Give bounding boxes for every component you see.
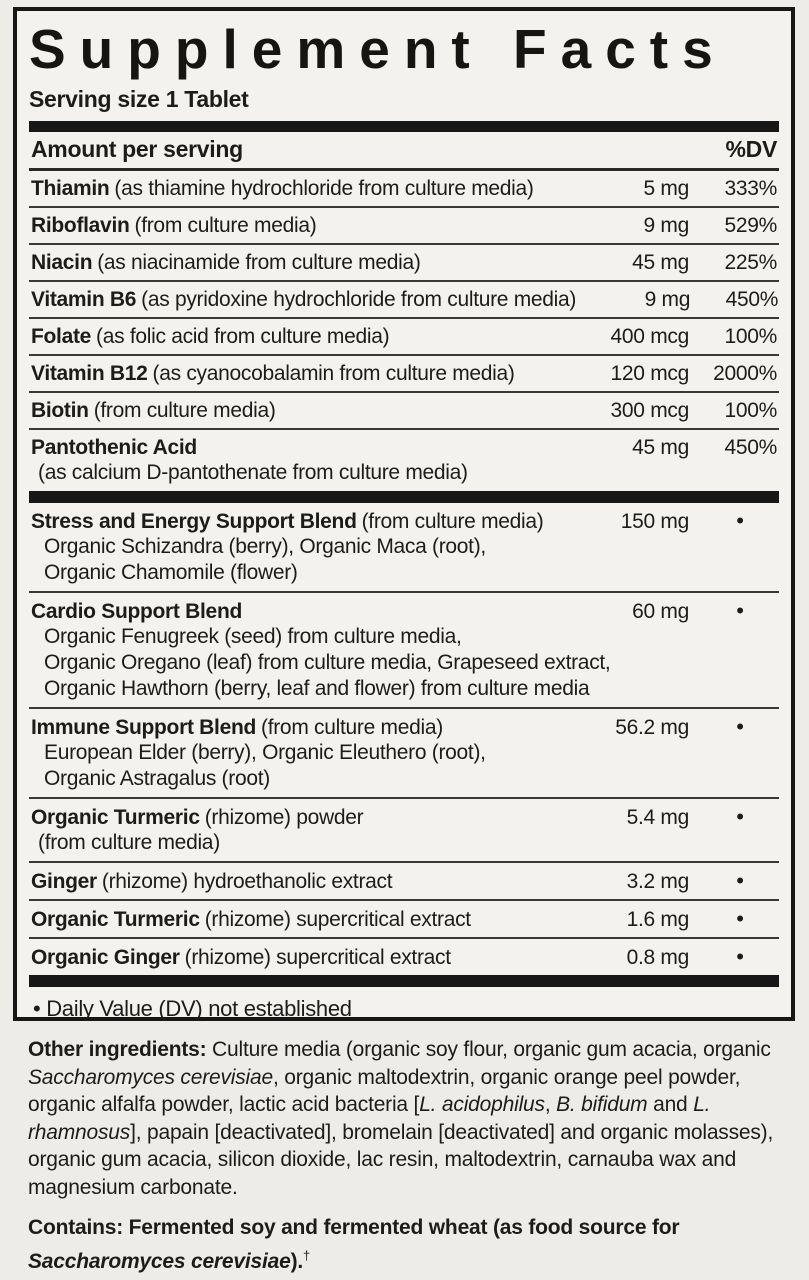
- blend-dv-bullet: •: [736, 713, 744, 739]
- nutrient-amount: 9 mg: [644, 287, 691, 311]
- blend-row-cardio: [29, 593, 779, 709]
- ingredient-detail: (rhizome) powder: [204, 805, 364, 829]
- nutrient-row-biotin: [29, 393, 779, 430]
- nutrient-dv: 333%: [724, 176, 777, 200]
- nutrient-amount: 5 mg: [643, 176, 689, 200]
- blend-row-ginger-hydroethanolic: [29, 863, 779, 901]
- blend-amount: 150 mg: [620, 509, 689, 533]
- amount-per-serving-header: Amount per serving: [31, 135, 243, 162]
- ingredient-name: Organic Turmeric: [31, 805, 200, 829]
- nutrient-name: Thiamin: [31, 176, 110, 200]
- blend-amount: 60 mg: [632, 599, 689, 623]
- nutrient-row-niacin: [29, 245, 779, 282]
- nutrient-row-folate: [29, 319, 779, 356]
- nutrient-dv: 450%: [725, 287, 779, 311]
- nutrient-amount: 400 mcg: [610, 324, 689, 348]
- thick-divider-middle: [29, 491, 779, 503]
- blend-name: Stress and Energy Support Blend: [31, 509, 357, 533]
- nutrient-amount: 45 mg: [632, 435, 689, 459]
- blend-detail: (from culture media): [361, 509, 544, 533]
- nutrient-dv: 100%: [724, 398, 777, 422]
- blend-row-ginger-supercritical: [29, 939, 779, 975]
- nutrient-detail: (as thiamine hydrochloride from culture media): [114, 176, 534, 200]
- blend-row-immune: [29, 709, 779, 799]
- serving-size: Serving size 1 Tablet: [29, 85, 249, 112]
- blend-components: Organic Oregano (leaf) from culture media, Grapeseed extract,: [44, 650, 611, 674]
- nutrient-name: Vitamin B12: [31, 361, 148, 385]
- ingredient-dv-bullet: •: [736, 867, 744, 893]
- percent-dv-header: %DV: [725, 135, 777, 162]
- blend-dv-bullet: •: [736, 597, 744, 623]
- nutrient-row-thiamin: [29, 171, 779, 208]
- nutrient-name: Riboflavin: [31, 213, 130, 237]
- blend-components: European Elder (berry), Organic Eleuthero (root),: [44, 740, 486, 764]
- blend-components: Organic Chamomile (flower): [44, 560, 298, 584]
- nutrient-dv: 100%: [724, 324, 777, 348]
- nutrient-name: Vitamin B6: [31, 287, 137, 311]
- blend-components: Organic Astragalus (root): [44, 766, 270, 790]
- ingredient-amount: 3.2 mg: [626, 869, 689, 893]
- ingredient-dv-bullet: •: [736, 803, 744, 829]
- ingredient-name: Ginger: [31, 869, 97, 893]
- nutrient-row-pantothenic-acid: [29, 430, 779, 491]
- blend-components: Organic Hawthorn (berry, leaf and flower) from culture media: [44, 676, 590, 700]
- ingredient-detail: (rhizome) supercritical extract: [204, 907, 471, 931]
- nutrient-amount: 45 mg: [632, 250, 689, 274]
- ingredient-name: Organic Turmeric: [31, 907, 200, 931]
- nutrient-dv: 450%: [724, 435, 777, 459]
- other-ingredients-paragraph: Other ingredients: Culture media (organic soy flour, organic gum acacia, organic Saccharomyces cerevisiae, organic maltodextrin, organic orange peel powder, organic alfalfa powder, lactic acid bacteria [L. acidophilus, B. bifidum and L. rhamnosus], papain [deactivated], bromelain [deactivated] and organic molasses), organic gum acacia, silicon dioxide, lac resin, maltodextrin, carnauba wax and magnesium carbonate.: [28, 1038, 774, 1199]
- blend-name: Immune Support Blend: [31, 715, 257, 739]
- nutrient-dv: 529%: [724, 213, 777, 237]
- column-header-row: [29, 132, 779, 171]
- blend-detail: (from culture media): [261, 715, 443, 739]
- ingredient-name: Organic Ginger: [31, 945, 180, 969]
- nutrient-amount: 300 mcg: [610, 398, 689, 422]
- nutrient-name: Folate: [31, 324, 92, 348]
- nutrient-row-vitamin-b6: [29, 282, 779, 319]
- panel-title: Supplement Facts: [29, 18, 727, 80]
- nutrient-row-riboflavin: [29, 208, 779, 245]
- below-panel-text: [28, 1036, 805, 1275]
- contains-statement: Contains: Fermented soy and fermented wheat (as food source for Saccharomyces cerevisiae).†: [28, 1216, 680, 1273]
- nutrient-dv: 2000%: [713, 361, 777, 385]
- nutrient-sub-detail: (as calcium D-pantothenate from culture media): [38, 460, 468, 484]
- blend-amount: 56.2 mg: [615, 715, 689, 739]
- blend-row-turmeric-supercritical: [29, 901, 779, 939]
- thick-divider-top: [29, 121, 779, 132]
- dv-footnote: • Daily Value (DV) not established: [33, 995, 352, 1021]
- nutrient-amount: 9 mg: [643, 213, 689, 237]
- ingredient-detail: (rhizome) hydroethanolic extract: [101, 869, 393, 893]
- blend-dv-bullet: •: [736, 507, 744, 533]
- nutrient-detail: (as folic acid from culture media): [96, 324, 390, 348]
- ingredient-dv-bullet: •: [736, 905, 744, 931]
- ingredient-amount: 0.8 mg: [626, 945, 689, 969]
- supplement-facts-panel: [13, 7, 795, 1021]
- nutrient-rows: [29, 171, 779, 491]
- nutrient-detail: (from culture media): [134, 213, 317, 237]
- nutrient-name: Pantothenic Acid: [31, 435, 197, 459]
- blend-row-stress-energy: [29, 503, 779, 593]
- nutrient-name: Biotin: [31, 398, 89, 422]
- nutrient-detail: (as cyanocobalamin from culture media): [152, 361, 515, 385]
- ingredient-detail: (rhizome) supercritical extract: [184, 945, 451, 969]
- nutrient-amount: 120 mcg: [610, 361, 689, 385]
- ingredient-sub-detail: (from culture media): [38, 830, 220, 854]
- blend-components: Organic Schizandra (berry), Organic Maca (root),: [44, 534, 486, 558]
- nutrient-detail: (as pyridoxine hydrochloride from culture media): [141, 287, 577, 311]
- nutrient-row-vitamin-b12: [29, 356, 779, 393]
- blend-row-turmeric-powder: [29, 799, 779, 863]
- thick-divider-bottom: [29, 975, 779, 987]
- blend-components: Organic Fenugreek (seed) from culture media,: [44, 624, 462, 648]
- blend-rows: [29, 503, 779, 975]
- nutrient-dv: 225%: [724, 250, 777, 274]
- nutrient-name: Niacin: [31, 250, 93, 274]
- nutrient-detail: (as niacinamide from culture media): [97, 250, 421, 274]
- ingredient-dv-bullet: •: [736, 943, 744, 969]
- nutrient-detail: (from culture media): [93, 398, 276, 422]
- blend-name: Cardio Support Blend: [31, 599, 242, 623]
- ingredient-amount: 5.4 mg: [626, 805, 689, 829]
- ingredient-amount: 1.6 mg: [626, 907, 689, 931]
